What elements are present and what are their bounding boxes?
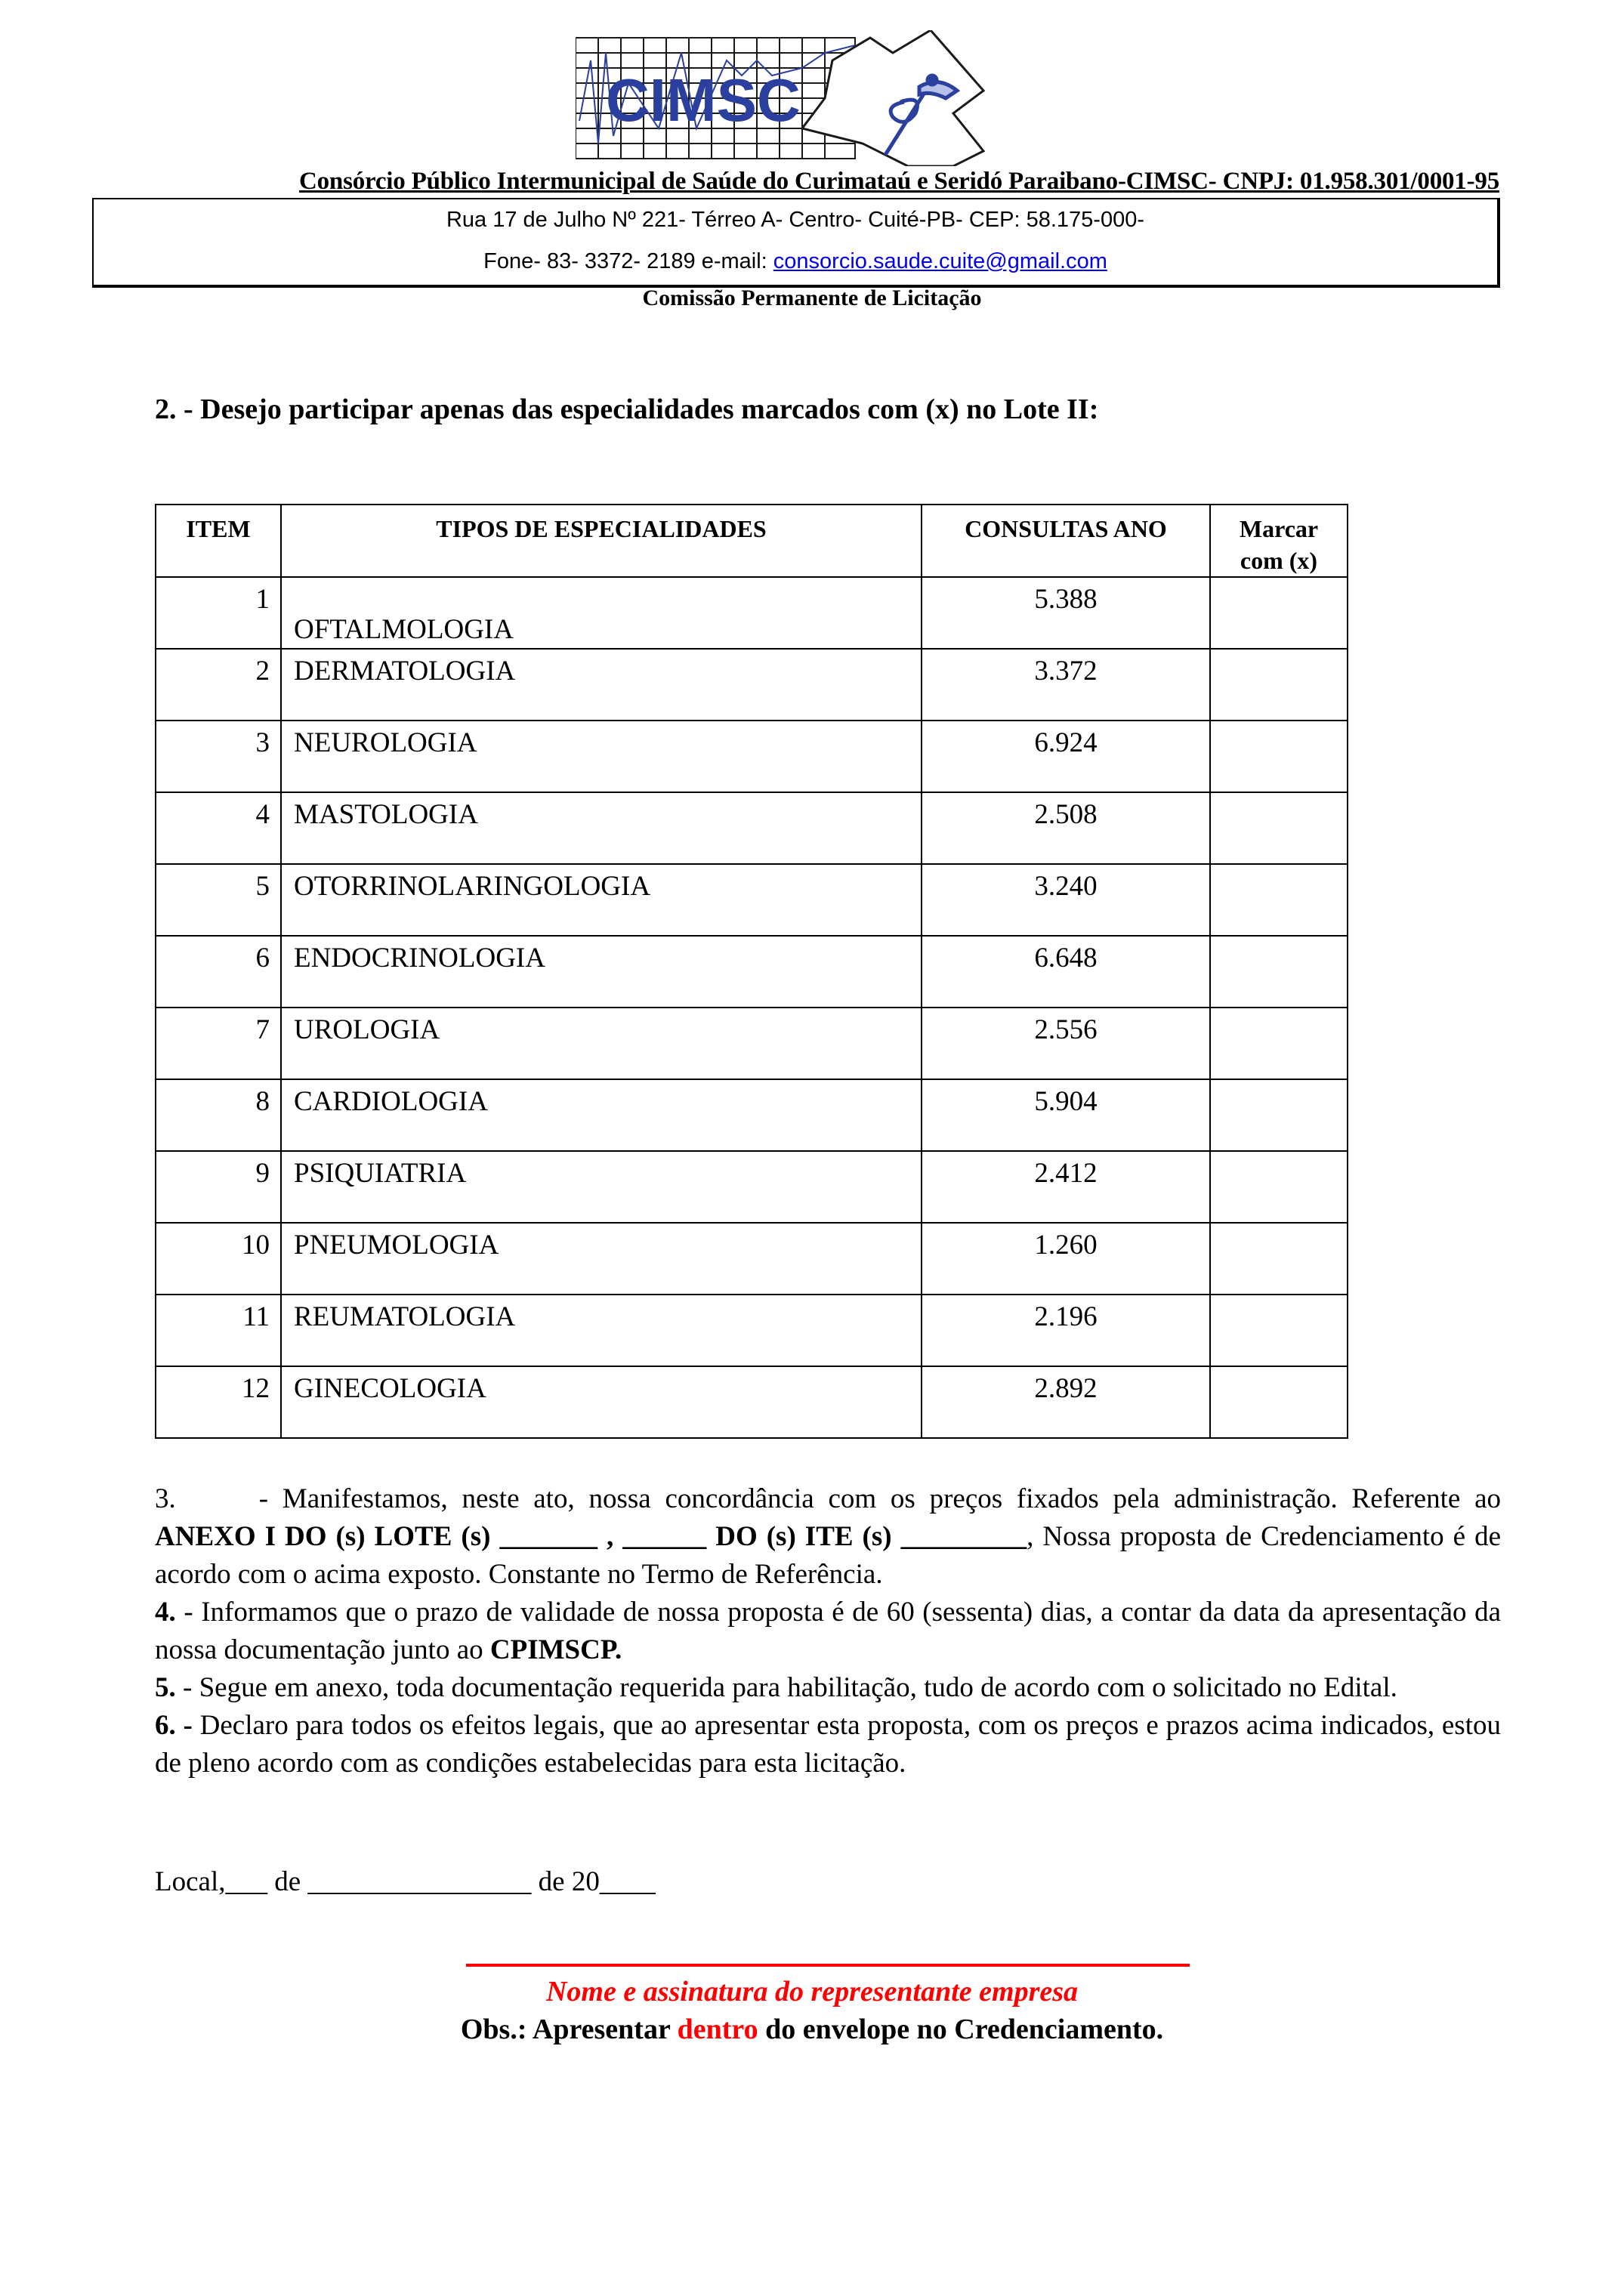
- svg-text:CIMSC: CIMSC: [606, 66, 801, 134]
- commission-subtitle: Comissão Permanente de Licitação: [642, 285, 982, 310]
- specialty-name: DERMATOLOGIA: [294, 656, 516, 687]
- item-number: 10: [242, 1230, 270, 1261]
- specialty-name: OTORRINOLARINGOLOGIA: [294, 871, 651, 902]
- paragraph-3: 3. - Manifestamos, neste ato, nossa concordância com os preços fixados pela administração. Referente ao ANEXO I DO (s) LOTE (s) _______ , ______ DO (s) ITE (s) _________, Nossa proposta de Credenciamento é de acordo com o acima exposto. Constante no Termo de Referência.: [155, 1483, 1501, 1590]
- consultations-count: 2.196: [1034, 1301, 1098, 1332]
- observation-note: Obs.: Apresentar dentro do envelope no Credenciamento.: [460, 2014, 1164, 2045]
- mark-cell[interactable]: [1210, 1008, 1348, 1079]
- table-row: [156, 649, 1348, 721]
- item-number: 12: [242, 1373, 270, 1404]
- item-number: 8: [255, 1086, 270, 1117]
- item-number: 3: [255, 727, 270, 758]
- mark-cell[interactable]: [1210, 792, 1348, 864]
- mark-cell[interactable]: [1210, 936, 1348, 1008]
- item-number: 9: [255, 1158, 270, 1189]
- specialty-name: ENDOCRINOLOGIA: [294, 943, 545, 974]
- signature-label: Nome e assinatura do representante empresa: [545, 1976, 1079, 2007]
- specialties-table: [155, 504, 1348, 1439]
- table-row: [156, 1366, 1348, 1438]
- paragraph-6: 6. - Declaro para todos os efeitos legais, que ao apresentar esta proposta, com os preços e prazos acima indicados, estou de pleno acordo com as condições estabelecidas para esta licitação.: [155, 1710, 1501, 1779]
- obs-highlight: dentro: [677, 2014, 758, 2045]
- paragraph-4: 4. - Informamos que o prazo de validade de nossa proposta é de 60 (sessenta) dias, a contar da data da apresentação da nossa documentação junto ao CPIMSCP.: [155, 1597, 1501, 1665]
- table-row: [156, 577, 1348, 649]
- consultations-count: 2.556: [1034, 1014, 1098, 1045]
- consultations-count: 2.892: [1034, 1373, 1098, 1404]
- specialty-name: GINECOLOGIA: [294, 1373, 486, 1404]
- mark-cell[interactable]: [1210, 1295, 1348, 1366]
- table-row: [156, 1008, 1348, 1079]
- table-row: [156, 792, 1348, 864]
- specialty-name: MASTOLOGIA: [294, 799, 478, 830]
- table-row: [156, 1295, 1348, 1366]
- specialty-name: NEUROLOGIA: [294, 727, 477, 758]
- cimsc-logo: [576, 30, 1104, 166]
- mark-cell[interactable]: [1210, 577, 1348, 649]
- paragraph-5: 5. - Segue em anexo, toda documentação requerida para habilitação, tudo de acordo com o solicitado no Edital.: [155, 1672, 1397, 1703]
- consultations-count: 5.904: [1034, 1086, 1098, 1117]
- organization-title: Consórcio Público Intermunicipal de Saúde do Curimataú e Seridó Paraibano-CIMSC- CNPJ: 01.958.301/0001-95: [298, 168, 1499, 195]
- consultations-count: 1.260: [1034, 1230, 1098, 1261]
- mark-cell[interactable]: [1210, 1366, 1348, 1438]
- table-row: [156, 1151, 1348, 1223]
- table-row: [156, 1079, 1348, 1151]
- item-number: 2: [255, 656, 270, 687]
- email-link[interactable]: consorcio.saude.cuite@gmail.com: [773, 249, 1107, 273]
- phone-text: Fone- 83- 3372- 2189 e-mail:: [483, 249, 773, 273]
- mark-cell[interactable]: [1210, 649, 1348, 721]
- section-heading: 2. - Desejo participar apenas das especialidades marcados com (x) no Lote II:: [155, 393, 1099, 425]
- mark-cell[interactable]: [1210, 1151, 1348, 1223]
- mark-cell[interactable]: [1210, 721, 1348, 792]
- header-consultations: CONSULTAS ANO: [922, 505, 1210, 577]
- consultations-count: 6.924: [1034, 727, 1098, 758]
- specialty-name: UROLOGIA: [294, 1014, 440, 1045]
- table-row: [156, 936, 1348, 1008]
- consultations-count: 3.240: [1034, 871, 1098, 902]
- specialty-name: OFTALMOLOGIA: [294, 614, 514, 645]
- table-row: [156, 1223, 1348, 1295]
- item-number: 11: [242, 1301, 270, 1332]
- specialty-name: CARDIOLOGIA: [294, 1086, 488, 1117]
- table-header-row: [156, 505, 1348, 577]
- local-date-line: Local,___ de ________________ de 20____: [155, 1866, 656, 1897]
- mark-cell[interactable]: [1210, 1223, 1348, 1295]
- address-box: [92, 198, 1500, 288]
- header-mark: Marcar com (x): [1210, 505, 1348, 577]
- specialty-name: REUMATOLOGIA: [294, 1301, 516, 1332]
- header-item: ITEM: [156, 505, 281, 577]
- item-number: 4: [255, 799, 270, 830]
- item-number: 7: [255, 1014, 270, 1045]
- table-row: [156, 864, 1348, 936]
- consultations-count: 2.508: [1034, 799, 1098, 830]
- mark-cell[interactable]: [1210, 1079, 1348, 1151]
- consultations-count: 2.412: [1034, 1158, 1098, 1189]
- consultations-count: 6.648: [1034, 943, 1098, 974]
- contact-line: [94, 241, 1497, 282]
- specialty-name: PNEUMOLOGIA: [294, 1230, 499, 1261]
- mark-cell[interactable]: [1210, 864, 1348, 936]
- declarations-body: [155, 1480, 1501, 1782]
- consultations-count: 3.372: [1034, 656, 1098, 687]
- consultations-count: 5.388: [1034, 584, 1098, 615]
- item-number: 5: [255, 871, 270, 902]
- header-type: TIPOS DE ESPECIALIDADES: [281, 505, 922, 577]
- item-number: 1: [255, 584, 270, 615]
- item-number: 6: [255, 943, 270, 974]
- specialty-name: PSIQUIATRIA: [294, 1158, 467, 1189]
- address-line: Rua 17 de Julho Nº 221- Térreo A- Centro- Cuité-PB- CEP: 58.175-000-: [446, 208, 1145, 232]
- signature-line: [466, 1964, 1190, 1967]
- table-row: [156, 721, 1348, 792]
